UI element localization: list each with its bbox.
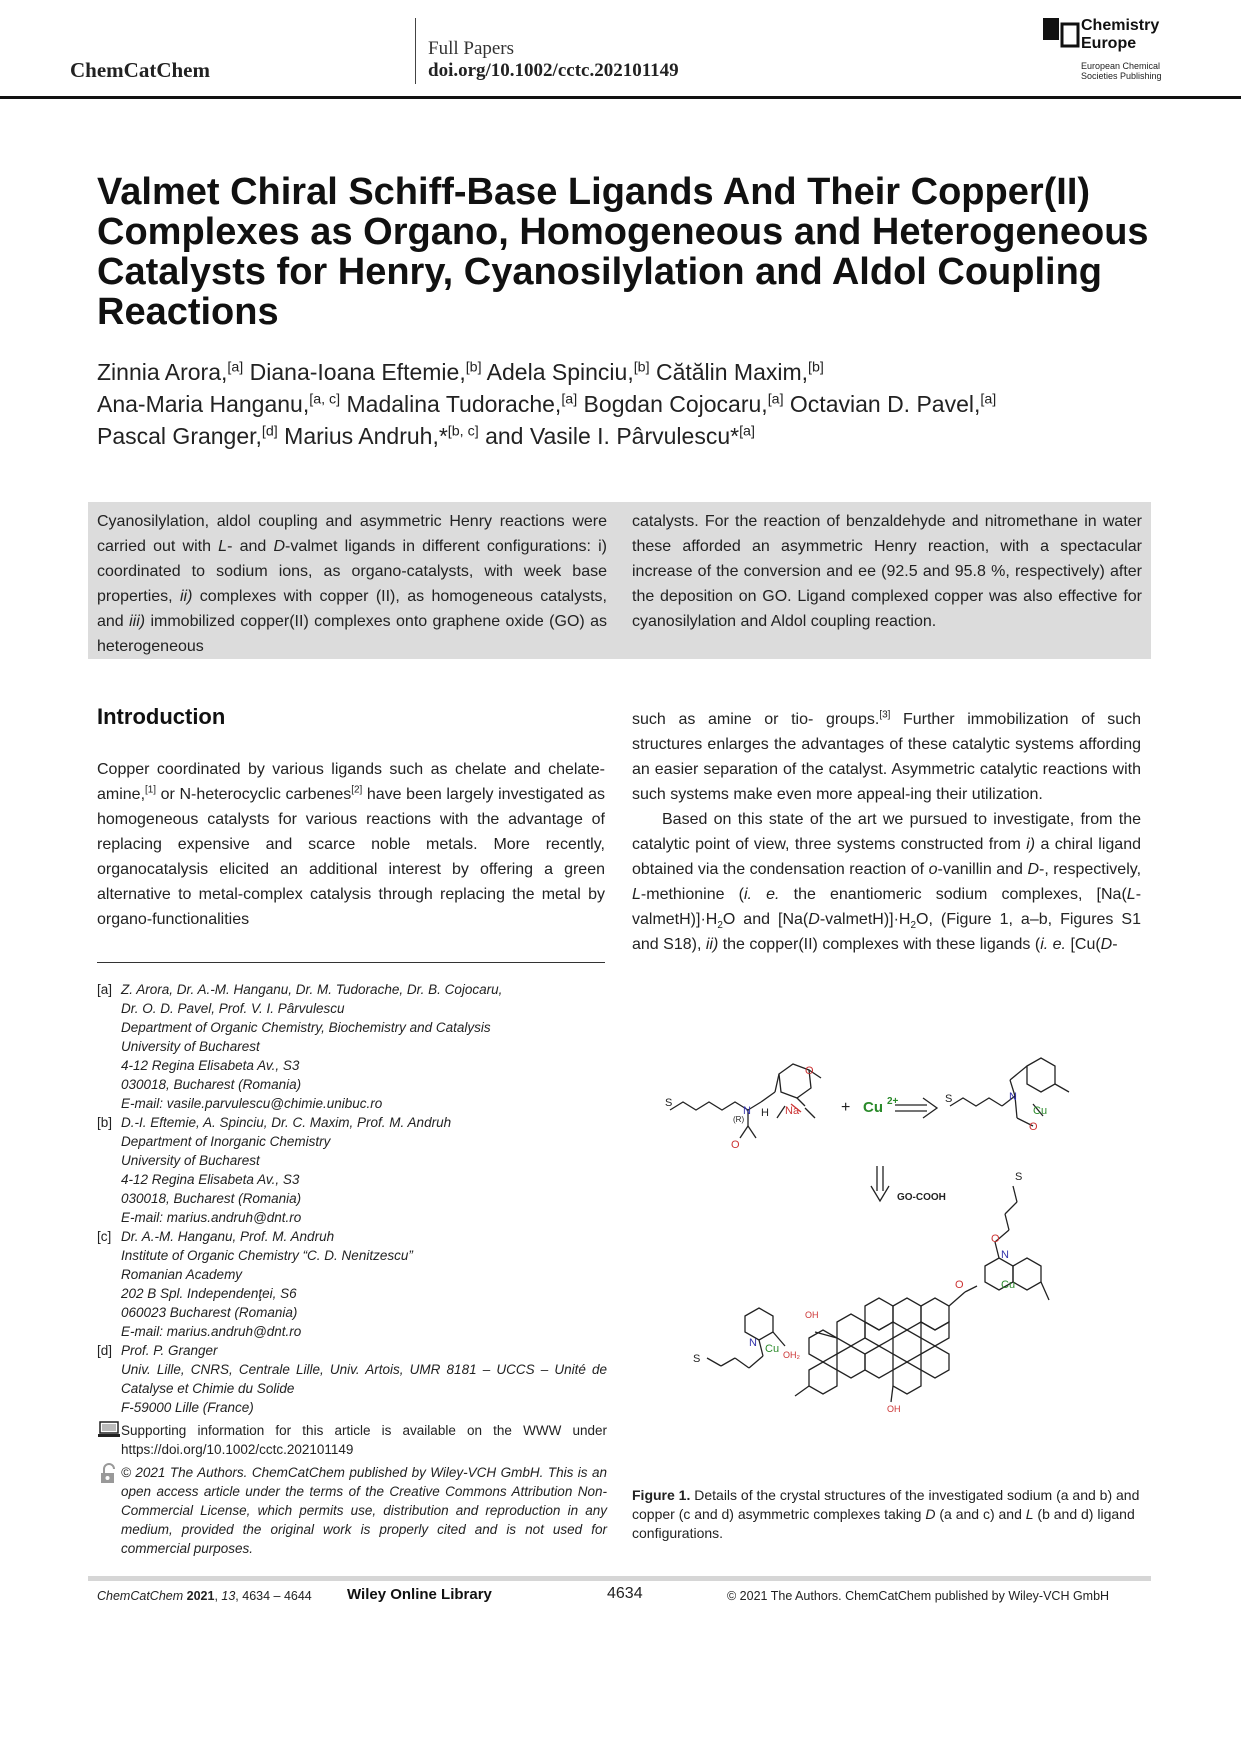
affiliation-email[interactable]: E-mail: marius.andruh@dnt.ro [121,1210,302,1225]
affiliation-mark: [a] [980,391,997,408]
svg-text:O: O [731,1139,740,1151]
affiliation-mark: [b] [465,359,482,376]
author-name: Madalina Tudorache, [340,391,562,417]
affiliation-b [97,1113,607,1227]
svg-text:Cu: Cu [765,1343,780,1355]
intro-paragraph: Based on this state of the art we pursued to investigate, from the catalytic point of view, three systems constructed from i) a chiral ligand obtained via the condensation reaction of o-vanillin and D-, respectively, L-methionine (i. e. the enantiomeric sodium complexes, $[Na(L-valmetH)]\cdot H_2O$ and $[Na(D-valmetH)]\cdot H_2O$, (Figure 1, a–b, Figures S1 and S18), ii) the copper(II) complexes with these ligands (i. e. [Cu(D- [632,811,1142,953]
svg-text:H: H [761,1107,769,1119]
affiliation-line: University of Bucharest [121,1153,260,1168]
affiliation-label: [a] [97,982,113,997]
footnote-rule [97,962,605,963]
affiliation-mark: [d] [261,423,278,440]
affiliation-line: 202 B Spl. Independenţei, S6 [121,1286,297,1301]
svg-text:Cu: Cu [1033,1105,1048,1117]
affiliation-mark: [b] [633,359,650,376]
affiliations [97,980,607,1558]
svg-text:O: O [955,1279,964,1291]
svg-text:N: N [1009,1091,1017,1103]
publisher-name-line2: Europe [1081,35,1137,52]
svg-text:Cu: Cu [863,1099,883,1116]
footer-rule [88,1576,1151,1581]
svg-text:OH: OH [805,1310,819,1320]
svg-text:OH₂: OH₂ [783,1350,800,1360]
author-name: Zinnia Arora, [97,359,228,385]
author-name: Adela Spinciu, [481,359,634,385]
title-line: Catalysts for Henry, Cyanosilylation and Aldol Coupling [97,251,1103,293]
intro-paragraph: such as amine or tio- groups.[3] Further immobilization of such structures enlarges the advantages of these catalytic systems affording an easier separation of the catalyst. Asymmetric catalytic reactions with such systems make even more appeal-ing their utilization. [632,709,1142,803]
header-rule [0,96,1241,99]
doi-link[interactable]: doi.org/10.1002/cctc.202101149 [428,60,679,81]
author-name: Octavian D. Pavel, [783,391,981,417]
affiliation-mark: [b, c] [447,423,479,440]
svg-text:Cu: Cu [1001,1279,1016,1291]
figure-1-reaction-scheme [665,1056,1105,1466]
affiliation-line: 4-12 Regina Elisabeta Av., S3 [121,1172,300,1187]
article-title [97,172,1157,332]
svg-text:S: S [665,1097,673,1109]
intro-paragraph-left: Copper coordinated by various ligands such as chelate and chelate-amine,[1] or N-heterocyclic carbenes[2] have been largely investigated as homogeneous catalysts for various reactions with the advantage of replacing expensive and scarce noble metals. More recently, organocatalysis elicited an additional interest by offering a green alternative to metal-complex catalysis through replacing the metal by organo-functionalities [97,761,605,928]
reference-link[interactable]: [3] [879,709,891,721]
author-line [97,420,1157,452]
affiliation-line: University of Bucharest [121,1039,260,1054]
reference-link[interactable]: [1] [145,784,157,796]
svg-text:OH: OH [887,1404,901,1414]
svg-text:S: S [693,1353,701,1365]
journal-name: ChemCatChem [70,58,210,82]
svg-text:2+: 2+ [887,1096,899,1107]
abstract-right-column: catalysts. For the reaction of benzaldehyde and nitromethane in water these afforded an asymmetric Henry reaction, with a spectacular increase of the conversion and ee (92.5 and 95.8 %, respectively) after the deposition on GO. Ligand complexed copper was also effective for cyanosilylation and Aldol coupling reaction. [632,513,1142,630]
abstract-left-column: Cyanosilylation, aldol coupling and asymmetric Henry reactions were carried out with L- and D-valmet ligands in different configurations: i) coordinated to sodium ions, as organo-catalysts, with week base properties, ii) complexes with copper (II), as homogeneous catalysts, and iii) immobilized copper(II) complexes onto graphene oxide (GO) as heterogeneous [97,513,608,655]
section-heading-introduction: Introduction [97,704,226,729]
author-name: and Vasile I. Pârvulescu* [478,423,740,449]
figure-1-caption: Figure 1. Details of the crystal structures of the investigated sodium (a and b) and copper (c and d) asymmetric complexes taking D (a and c) and L (b and d) ligand configurations. [632,1487,1140,1541]
svg-text:(R): (R) [733,1115,745,1124]
license-notice [97,1463,607,1558]
title-line: Valmet Chiral Schiff-Base Ligands And Their Copper(II) [97,171,1091,213]
author-line [97,388,1157,420]
affiliation-email[interactable]: E-mail: vasile.parvulescu@chimie.unibuc.ro [121,1096,383,1111]
affiliation-mark: [a, c] [309,391,341,408]
affiliation-line: Department of Organic Chemistry, Biochemistry and Catalysis [121,1020,491,1035]
intro-right-column [632,707,1141,957]
author-name: Ana-Maria Hanganu, [97,391,310,417]
affiliation-line: 030018, Bucharest (Romania) [121,1191,302,1206]
page-number: 4634 [607,1585,643,1602]
affiliation-mark: [b] [808,359,824,376]
affiliation-line: 4-12 Regina Elisabeta Av., S3 [121,1058,300,1073]
supporting-info-text[interactable]: Supporting information for this article is available on the WWW under https://doi.org/10.1002/cctc.202101149 [121,1423,607,1457]
affiliation-line: Dr. A.-M. Hanganu, Prof. M. Andruh [121,1229,335,1244]
figure-label: Figure 1. [632,1487,691,1503]
license-text: © 2021 The Authors. ChemCatChem published by Wiley-VCH GmbH. This is an open access article under the terms of the Creative Commons Attribution Non-Commercial License, which permits use, distribution and reproduction in any medium, provided the original work is properly cited and is not used for commercial purposes. [121,1465,607,1556]
affiliation-mark: [a] [767,391,784,408]
author-name: Pascal Granger, [97,423,262,449]
author-name: Bogdan Cojocaru, [577,391,768,417]
author-name: Cătălin Maxim, [649,359,809,385]
affiliation-line: F-59000 Lille (France) [121,1400,254,1415]
reference-link[interactable]: [2] [351,784,363,796]
affiliation-line: Dr. O. D. Pavel, Prof. V. I. Pârvulescu [121,1001,345,1016]
author-name: Diana-Ioana Eftemie, [243,359,466,385]
author-list [97,356,1157,452]
title-line: Complexes as Organo, Homogeneous and Heterogeneous [97,211,1149,253]
svg-text:O: O [991,1233,1000,1245]
footer-copyright: © 2021 The Authors. ChemCatChem published by Wiley-VCH GmbH [727,1589,1110,1603]
affiliation-a [97,980,607,1113]
affiliation-line: Department of Inorganic Chemistry [121,1134,331,1149]
author-line [97,356,1157,388]
publisher-sub-line1: European Chemical [1081,61,1161,71]
header-divider [415,18,416,84]
affiliation-email[interactable]: E-mail: marius.andruh@dnt.ro [121,1324,302,1339]
affiliation-line: Prof. P. Granger [121,1343,218,1358]
affiliation-line: 030018, Bucharest (Romania) [121,1077,302,1092]
section-label: Full Papers [428,38,515,59]
affiliation-line: Z. Arora, Dr. A.-M. Hanganu, Dr. M. Tudorache, Dr. B. Cojocaru, [121,982,503,997]
svg-text:N: N [1001,1249,1009,1261]
affiliation-label: [c] [97,1229,112,1244]
supporting-info [97,1421,607,1459]
svg-text:N: N [743,1105,751,1117]
publisher-name-line1: Chemistry [1081,17,1160,34]
affiliation-c [97,1227,607,1341]
publisher-sub-line2: Societies Publishing [1081,71,1162,81]
computer-icon [97,1421,121,1439]
title-line: Reactions [97,291,279,333]
affiliation-line: 060023 Bucharest (Romania) [121,1305,298,1320]
wiley-online-library-link[interactable]: Wiley Online Library [347,1586,492,1603]
author-name: Marius Andruh,* [277,423,448,449]
affiliation-mark: [a] [227,359,244,376]
affiliation-mark: [a] [561,391,578,408]
footer-citation: ChemCatChem 2021, 13, 4634 – 4644 [97,1589,312,1603]
svg-text:+: + [841,1099,851,1116]
svg-text:S: S [945,1093,953,1105]
svg-text:O: O [1029,1121,1038,1133]
affiliation-line: Romanian Academy [121,1267,243,1282]
svg-text:Na: Na [785,1105,800,1117]
affiliation-mark: [a] [739,423,755,440]
svg-text:O: O [805,1065,814,1077]
svg-text:S: S [1015,1171,1023,1183]
affiliation-label: [b] [97,1115,113,1130]
affiliation-d [97,1341,607,1417]
affiliation-line: D.-I. Eftemie, A. Spinciu, Dr. C. Maxim, Prof. M. Andruh [121,1115,452,1130]
svg-text:GO-COOH: GO-COOH [897,1192,946,1203]
open-access-icon [97,1463,121,1485]
affiliation-line: Univ. Lille, CNRS, Centrale Lille, Univ. Artois, UMR 8181 – UCCS – Unité de Catalyse et Chimie du Solide [121,1362,607,1396]
svg-text:N: N [749,1337,757,1349]
affiliation-label: [d] [97,1343,113,1358]
affiliation-line: Institute of Organic Chemistry “C. D. Nenitzescu” [121,1248,413,1263]
